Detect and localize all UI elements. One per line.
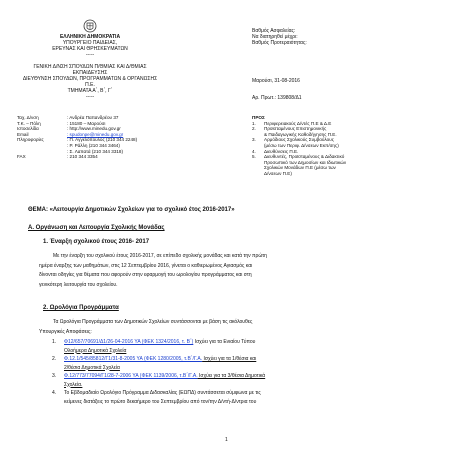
- header-line: ΕΛΛΗΝΙΚΗ ΔΗΜΟΚΡΑΤΙΑ: [59, 34, 121, 40]
- decision-line2: Σχολεία.: [64, 381, 83, 388]
- department-header: [5, 64, 175, 100]
- dept-line: ΔΙΕΥΘΥΝΣΗ ΣΠΟΥΔΩΝ, ΠΡΟΓΡΑΜΜΑΤΩΝ & ΟΡΓΑΝΩΣΗΣ: [22, 76, 158, 82]
- decision-item: [52, 338, 432, 355]
- decisions-list: [52, 338, 432, 406]
- dept-line: ΓΕΝΙΚΗ Δ/ΝΣΗ ΣΠΟΥΔΩΝ Π/ΘΜΙΑΣ ΚΑΙ Δ/ΘΜΙΑΣ: [33, 64, 147, 70]
- email-link[interactable]: : spudonpe@minedu.gov.gr: [67, 131, 124, 137]
- section-a-title: Α. Οργάνωση και Λειτουργία Σχολικής Μονάδας: [28, 225, 165, 231]
- decision-rest: Ισχύει για τα 3/θέσια Δημοτικά: [197, 373, 266, 379]
- section-item-2-intro: [39, 318, 429, 337]
- dept-line: ΕΚΠΑΙΔΕΥΣΗΣ: [72, 70, 108, 76]
- recipient-num: 4.: [252, 148, 256, 154]
- decision-num: 1.: [52, 339, 57, 345]
- contact-label: Τ.Κ. – Πόλη: [17, 120, 41, 126]
- contact-value: : Σ. Λαπατά (210 344 3318): [67, 148, 124, 154]
- section-item-1-title: 1. Έναρξη σχολικού έτους 2016- 2017: [43, 239, 150, 245]
- decision-num: 2.: [52, 356, 57, 362]
- decision-item: [52, 389, 432, 406]
- paragraph-line: ημέρα έναρξης των μαθημάτων, στις 12 Σεπτεμβρίου 2016, γίνεται ο καθιερωμένος Αγιασμός και: [39, 262, 253, 269]
- dept-line: Π.Ε.: [85, 82, 95, 88]
- section-item-2-title: 2. Ωρολόγια Προγράμματα: [43, 305, 119, 311]
- recipient-num: 1.: [252, 120, 256, 126]
- decision-item: [52, 355, 432, 372]
- contact-value: : Ανδρέα Παπανδρέου 37: [67, 115, 119, 120]
- recipient-num: 3.: [252, 137, 256, 143]
- paragraph-line: γενικότερη λειτουργία του σχολείου.: [39, 281, 118, 288]
- header-line: ΕΡΕΥΝΑΣ ΚΑΙ ΘΡΗΣΚΕΥΜΑΤΩΝ: [52, 46, 128, 52]
- recipient-item: [252, 171, 346, 177]
- contact-value: : Π. Αγγελόπουλος (210 344 2248): [67, 137, 138, 143]
- recipients-title: ΠΡΟΣ: [252, 115, 265, 120]
- contact-row: [17, 154, 137, 160]
- contact-label: Ταχ. Δ/νση: [17, 115, 39, 120]
- contact-block: [17, 115, 137, 160]
- decision-line2: Ολοήμερα Δημοτικά Σχολεία: [64, 347, 127, 354]
- recipient-num: 5.: [252, 154, 256, 160]
- paragraph-line: Τα Ωρολόγια Προγράμματα των Δημοτικών Σχολείων συντάσσονται με βάση τις ακόλουθες: [53, 319, 253, 325]
- dept-line: ΤΜΗΜΑΤΑ Α΄, Β΄, Γ΄: [67, 88, 113, 94]
- recipient-text: Διευθύνσεις Π.Ε.: [264, 148, 299, 154]
- header-line: -----: [85, 52, 95, 58]
- protocol-number: Αρ. Πρωτ.: 139808/Δ1: [252, 95, 302, 101]
- classification-line: Βαθμός Προτεραιότητας:: [252, 40, 307, 46]
- contact-value: : Ρ. Ράλλη (210 344 3464): [67, 142, 120, 148]
- website-link[interactable]: : http://www.minedu.gov.gr: [67, 126, 121, 132]
- decision-link[interactable]: Φ.12.1/545/85812/Γ1/31-8-2005 ΥΑ (ΦΕΚ 1280/2005, τ.Β΄/Γ.Α.: [64, 356, 203, 362]
- dept-line: -----: [85, 94, 95, 100]
- classification-block: [252, 28, 307, 46]
- recipient-text: Αρμόδιους Σχολικούς Συμβούλους: [264, 137, 334, 143]
- recipient-text: Προσωπικό των Δημοσίων και Ιδιωτικών: [264, 159, 347, 165]
- subject-line: ΘΕΜΑ: «Λειτουργία Δημοτικών Σχολείων για το σχολικό έτος 2016-2017»: [28, 207, 235, 213]
- contact-value: : 15180 – Μαρούσι: [67, 120, 106, 126]
- paragraph-line: δίνονται οδηγίες για θέματα που αφορούν στην εφαρμογή του ωρολογίου προγράμματος και στη: [39, 272, 252, 278]
- section-item-1-body: [39, 252, 429, 290]
- paragraph-line: Υπουργικές Αποφάσεις:: [39, 328, 92, 335]
- recipient-text: Προϊσταμένους Επιστημονικής: [264, 126, 327, 132]
- classification-line: Βαθμός Ασφαλείας:: [252, 28, 296, 34]
- page-number: 1: [225, 437, 228, 443]
- decision-num: 4.: [52, 390, 57, 396]
- ministry-header: [40, 34, 140, 58]
- contact-label: FAX: [17, 154, 26, 160]
- decision-rest: Το Εβδομαδιαίο Ωρολόγιο Πρόγραμμα Διδασκαλίας (ΕΩΠΔ) συντάσσεται σύμφωνα με τις: [64, 390, 261, 396]
- contact-label: Πληροφορίες: [17, 137, 44, 143]
- decision-line2: κείμενες διατάξεις το πρώτο δεκαήμερο του Σεπτεμβρίου από τον/την Δ/ντή-Δ/ντρια του: [64, 398, 257, 405]
- decision-rest: Ισχύει για τα Ενιαίου Τύπου: [193, 339, 256, 345]
- decision-item: [52, 372, 432, 389]
- recipient-text: (μέσω των Περιφ. Δ/νσεων Εκπ/σης): [264, 142, 339, 148]
- contact-label: Ιστοσελίδα: [17, 126, 39, 132]
- recipient-text: Διευθυντές, Προϊσταμένους & Διδακτικό: [264, 154, 345, 160]
- paragraph-line: Με την έναρξη του σχολικού έτους 2016-2017, σε επίπεδο σχολικής μονάδας και κατά την πρώτη: [53, 253, 267, 259]
- decision-num: 3.: [52, 373, 57, 379]
- contact-label: Email: [17, 131, 29, 137]
- greek-emblem-icon: [83, 19, 97, 33]
- recipients-block: [252, 115, 346, 177]
- recipient-text: Δ/νσεων Π.Ε): [264, 170, 292, 176]
- decision-link[interactable]: Φ.12/773/77094/Γ1/28-7-2006 ΥΑ (ΦΕΚ 1139/2006, τ.Β΄/Γ.Α.: [64, 373, 198, 379]
- recipient-text: Περιφερειακούς Δ/ντές Π.Ε & Δ.Ε: [264, 120, 332, 126]
- recipient-num: 2.: [252, 126, 256, 132]
- document-date: Μαρούσι, 31-08-2016: [252, 78, 300, 84]
- header-line: ΥΠΟΥΡΓΕΙΟ ΠΑΙΔΕΙΑΣ,: [62, 40, 118, 46]
- decision-line2: 2/θέσια Δημοτικά Σχολεία: [64, 364, 120, 371]
- decision-link[interactable]: Φ12/657/70691/Δ1/26-04-2016 ΥΑ (ΦΕΚ 1324/2016, τ. Β΄): [64, 339, 194, 345]
- classification-line: Να διατηρηθεί μέχρι:: [252, 34, 298, 40]
- contact-value: : 210 344 3354: [67, 154, 98, 160]
- recipient-text: & Παιδαγωγικής Καθοδήγησης Π.Ε.: [264, 131, 337, 137]
- decision-rest: Ισχύει για τα 1/θέσια και: [202, 356, 257, 362]
- recipient-text: Σχολικών Μονάδων Π.Ε (μέσω των: [264, 165, 336, 171]
